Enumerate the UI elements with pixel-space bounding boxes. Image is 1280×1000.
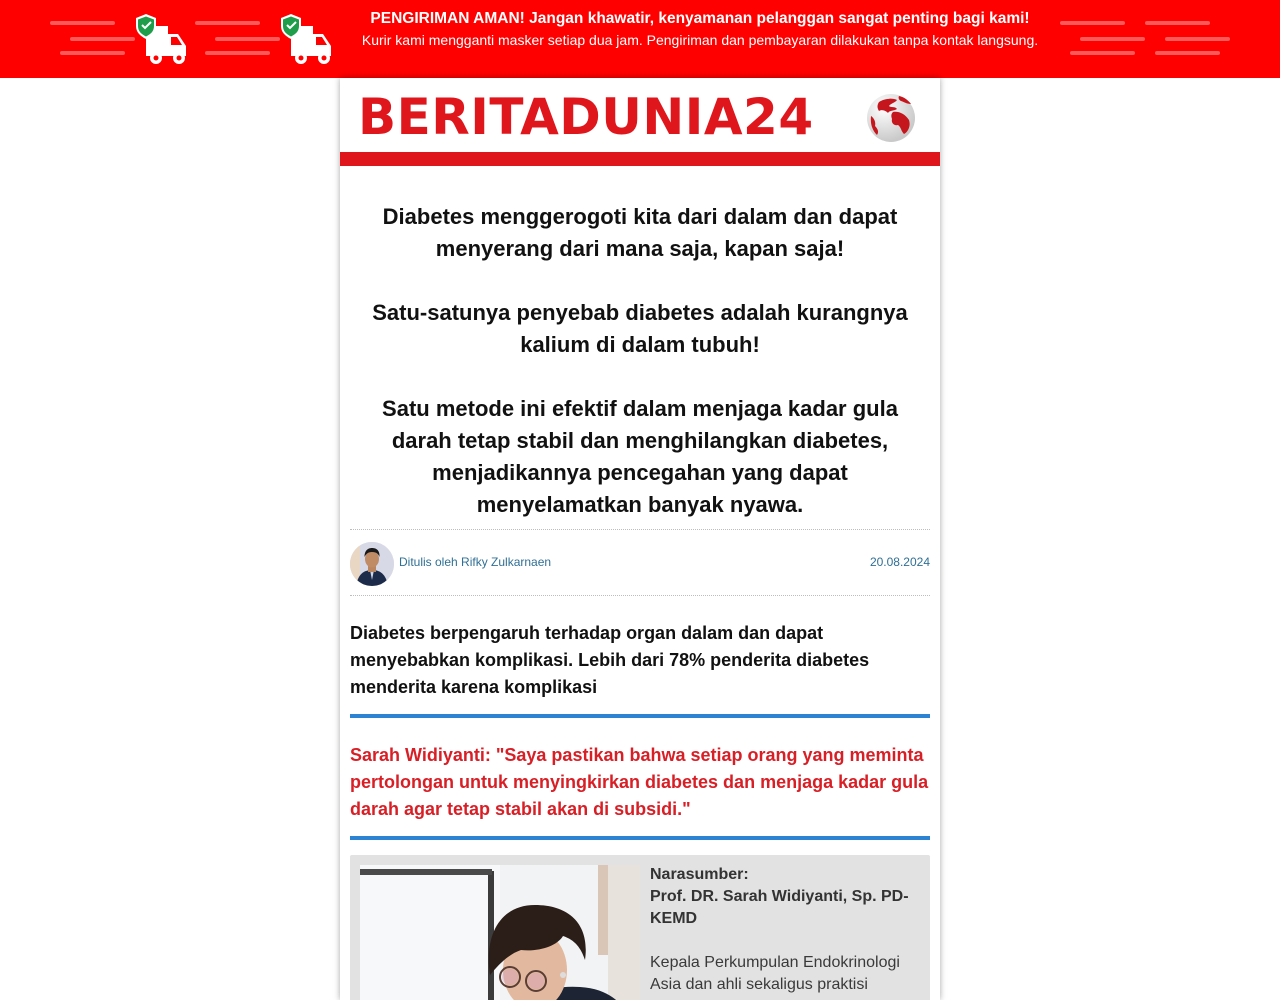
shipping-banner [0,0,1280,78]
speed-line-decoration [195,21,260,25]
article-page [340,78,940,1000]
logo-text: BERITADUNIA24 [358,88,814,146]
banner-text [350,9,1050,49]
source-photo [360,865,640,1000]
divider [350,714,930,718]
speed-line-decoration [1165,37,1230,41]
speed-line-decoration [60,51,125,55]
speed-line-decoration [1080,37,1145,41]
speed-line-decoration [205,51,270,55]
logo-underline-bar [340,152,940,166]
article-lead: Diabetes berpengaruh terhadap organ dalam dan dapat menyebabkan komplikasi. Lebih dari 78% penderita diabetes menderita karena komplikasi [350,623,870,697]
headline-paragraph: Satu metode ini efektif dalam menjaga kadar gula darah tetap stabil dan menghilangkan diabetes, menjadikannya pencegahan yang dapat menyelamatkan banyak nyawa. [382,396,898,517]
source-label: Narasumber: [650,866,749,883]
author-byline: Ditulis oleh Rifky Zulkarnaen [399,555,552,569]
globe-icon [865,92,917,144]
source-details [650,864,920,996]
speed-line-decoration [1060,21,1125,25]
speed-line-decoration [50,21,115,25]
site-logo[interactable] [340,78,940,168]
banner-title: PENGIRIMAN AMAN! Jangan khawatir, kenyamanan pelanggan sangat penting bagi kami! [370,10,1030,27]
delivery-truck-icon [134,12,194,68]
headline-paragraph: Diabetes menggerogoti kita dari dalam dan dapat menyerang dari mana saja, kapan saja! [382,204,898,261]
banner-subtitle: Kurir kami mengganti masker setiap dua jam. Pengiriman dan pembayaran dilakukan tanpa kontak langsung. [361,32,1039,48]
divider [350,836,930,840]
expert-portrait-image [360,865,640,1000]
delivery-truck-icon [279,12,339,68]
speed-line-decoration [1155,51,1220,55]
author-row [350,529,930,596]
source-name: Prof. DR. Sarah Widiyanti, Sp. PD-KEMD [650,888,909,927]
source-description: Kepala Perkumpulan Endokrinologi Asia dan ahli sekaligus praktisi [650,954,900,993]
article-headline [340,201,940,521]
source-card [350,855,930,1000]
speed-line-decoration [1145,21,1210,25]
headline-paragraph: Satu-satunya penyebab diabetes adalah kurangnya kalium di dalam tubuh! [372,300,908,357]
speed-line-decoration [70,37,135,41]
post-date: 20.08.2024 [869,555,930,569]
author-photo-icon [350,542,394,586]
expert-quote: Sarah Widiyanti: "Saya pastikan bahwa setiap orang yang meminta pertolongan untuk menyingkirkan diabetes dan menjaga kadar gula darah agar tetap stabil akan di subsidi." [350,745,929,819]
speed-line-decoration [215,37,280,41]
speed-line-decoration [1070,51,1135,55]
author-avatar [350,542,394,586]
